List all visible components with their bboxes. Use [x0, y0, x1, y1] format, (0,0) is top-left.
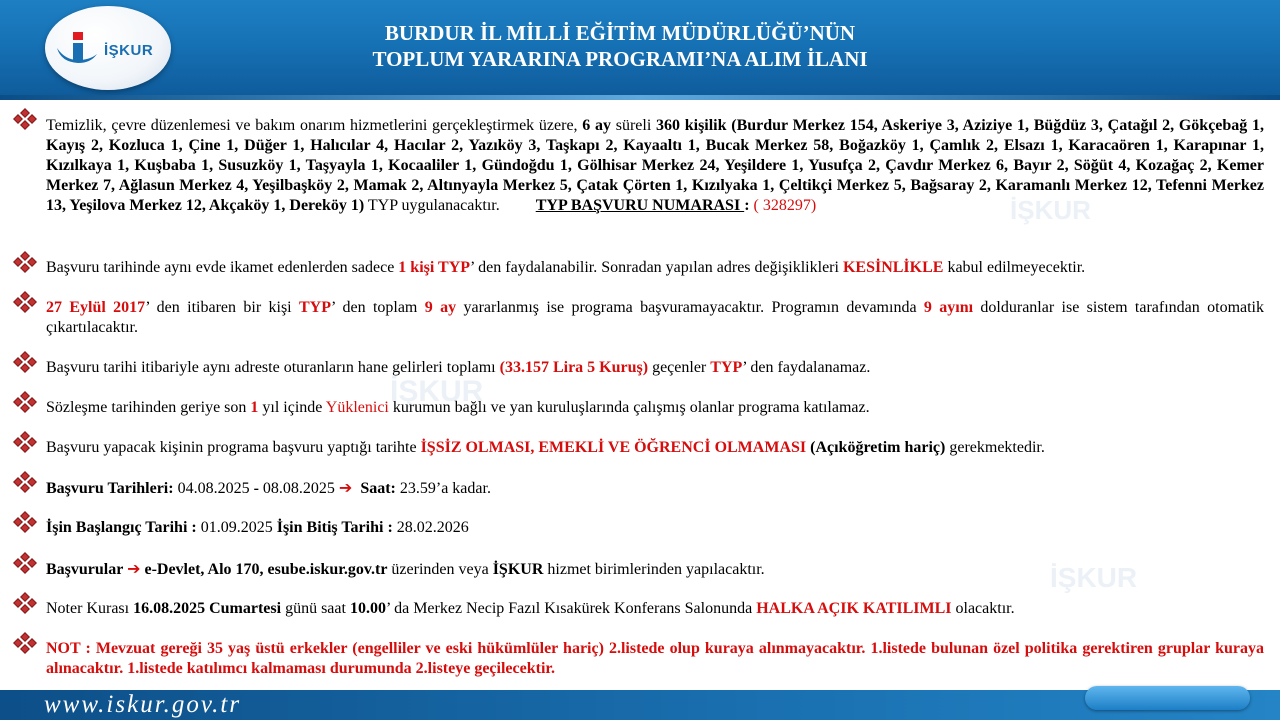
- text-span: Sözleşme tarihinden geriye son: [46, 399, 251, 416]
- list-item: [12, 469, 1264, 499]
- iskur-logo: [45, 6, 171, 90]
- text-span: hizmet birimlerinden yapılacaktır.: [543, 561, 765, 578]
- item-text: [46, 349, 1264, 378]
- item-text: [46, 289, 1264, 338]
- text-span: üzerinden veya: [387, 561, 493, 578]
- text-span: ’ den faydalanabilir. Sonradan yapılan adres değişiklikleri: [470, 259, 843, 276]
- title-line-2: TOPLUM YARARINA PROGRAMI’NA ALIM İLANI: [372, 47, 868, 71]
- text-span: Başvuru Tarihleri:: [46, 480, 174, 497]
- header-divider: [0, 95, 1280, 100]
- text-span: İŞSİZ OLMASI, EMEKLİ VE ÖĞRENCİ OLMAMASI: [420, 439, 807, 456]
- text-span: -: [253, 480, 259, 497]
- item-text: [46, 249, 1264, 278]
- text-span: dolduranlar ise sistem tarafından otomatik çıkartılacaktır.: [46, 299, 1265, 336]
- text-span: yararlanmış ise programa başvuramayacaktır. Programın devamında: [456, 299, 924, 316]
- diamond-bullet-icon: [12, 431, 38, 453]
- item-text: [46, 429, 1264, 458]
- diamond-bullet-icon: [12, 632, 38, 654]
- text-span: ( 328297): [753, 197, 817, 214]
- text-span: HALKA AÇIK KATILIMLI: [756, 600, 952, 617]
- text-span: 28.02.2026: [396, 519, 469, 536]
- watermark-logo: İŞKUR: [390, 375, 484, 408]
- list-item: [12, 630, 1264, 679]
- list-item: [12, 509, 1264, 538]
- list-item: [12, 590, 1264, 619]
- text-span: gerekmektedir.: [945, 439, 1045, 456]
- diamond-bullet-icon: [12, 391, 38, 413]
- text-span: ’ den toplam: [330, 299, 425, 316]
- item-text: [46, 509, 1264, 538]
- text-span: 08.08.2025: [258, 480, 339, 497]
- diamond-bullet-icon: [12, 592, 38, 614]
- text-span: Başvuru yapacak kişinin programa başvuru yaptığı tarihte: [46, 439, 421, 456]
- text-span: 16.08.2025 Cumartesi: [133, 600, 282, 617]
- text-span: e-Devlet, Alo 170, esube.iskur.gov.tr: [140, 561, 388, 578]
- text-span: 360 kişilik (Burdur Merkez 154, Askeriye 3, Aziziye 1, Büğdüz 3, Çatağıl 2, Gökçebağ 1, Kayış 2, Kozluca 1, Çine 1, Düğer 1, Halıcılar 4, Hacılar 2, Yazıköy 3, Taşkapı 2, Kayaaltı 1, Bucak Merkez 58, Boğazköy 1, Çamlık 2, Elsazı 1, Karacaören 1, Karapınar 1, Kızılkaya 1, Kuşbaba 1, Susuzköy 1, Taşyayla 1, Kocaaliler 1, Gündoğdu 1, Gölhisar Merkez 24, Yeşildere 1, Yusufça 2, Çavdır Merkez 6, Bayır 2, Söğüt 4, Kozağaç 2, Kemer Merkez 7, Ağlasun Merkez 4, Yeşilbaşköy 2, Mamak 2, Altınyayla Merkez 5, Çatak Çörten 1, Kızılyaka 1, Çeltikçi Merkez 5, Bağsaray 2, Karamanlı Merkez 12, Tefenni Merkez 13, Yeşilova Merkez 12, Akçaköy 1, Dereköy 1): [46, 117, 1265, 214]
- text-span: Temizlik, çevre düzenlemesi ve bakım onarım hizmetlerini gerçekleştirmek üzere,: [46, 117, 583, 134]
- arrow-right-icon: ➔: [127, 559, 141, 578]
- text-span: ’ den itibaren bir kişi: [145, 299, 299, 316]
- footer-decoration: [1085, 686, 1250, 710]
- diamond-bullet-icon: [12, 351, 38, 373]
- page-title: [240, 20, 1000, 72]
- item-text: [46, 389, 1264, 418]
- text-span: Yüklenici: [325, 399, 389, 416]
- text-span: geçenler: [648, 359, 711, 376]
- item-text: [46, 550, 1264, 580]
- iskur-logo-icon: [57, 32, 99, 66]
- item-text: [46, 106, 1264, 216]
- text-span: İşin Bitiş Tarihi: [276, 519, 384, 536]
- text-span: 9 ayını: [923, 299, 974, 316]
- text-span: TYP uygulanacaktır.: [364, 197, 500, 214]
- logo-text: İŞKUR: [104, 42, 154, 59]
- text-span: yıl içinde: [258, 399, 326, 416]
- text-span: Başvuru tarihi itibariyle aynı adreste oturanların hane gelirleri toplamı: [46, 359, 500, 376]
- text-span: ’ den faydalanamaz.: [742, 359, 871, 376]
- list-item: [12, 389, 1264, 418]
- list-item: [12, 550, 1264, 580]
- list-item: [12, 249, 1264, 278]
- diamond-bullet-icon: [12, 291, 38, 313]
- text-span: İŞKUR: [492, 561, 544, 578]
- text-span: Saat:: [360, 480, 396, 497]
- text-span: TYP: [710, 359, 743, 376]
- diamond-bullet-icon: [12, 511, 38, 533]
- text-span: 04.08.2025: [173, 480, 254, 497]
- text-span: olacaktır.: [951, 600, 1015, 617]
- text-span: 1: [250, 399, 259, 416]
- diamond-bullet-icon: [12, 251, 38, 273]
- text-span: Başvuru tarihinde aynı evde ikamet edenlerden sadece: [46, 259, 399, 276]
- footer-url: www.iskur.gov.tr: [44, 691, 242, 718]
- text-span: :: [744, 197, 754, 214]
- text-span: kurumun bağlı ve yan kuruluşlarında çalışmış olanlar programa katılamaz.: [388, 399, 870, 416]
- text-span: günü saat: [281, 600, 350, 617]
- text-span: kabul edilmeyecektir.: [943, 259, 1086, 276]
- text-span: 10.00: [349, 600, 386, 617]
- text-span: Noter Kurası: [46, 600, 134, 617]
- text-span: 6 ay: [582, 117, 611, 134]
- list-item: [12, 289, 1264, 338]
- arrow-right-icon: ➔: [338, 478, 353, 497]
- text-span: Başvurular: [46, 561, 128, 578]
- note-text: NOT : Mevzuat gereği 35 yaş üstü erkekler (engelliler ve eski hükümlüler hariç) 2.listede olup kuraya alınmayacaktır. 1.listede bulunan özel politika gerektiren gruplar kuraya alınacaktır. 1.listede katılımcı kalmaması durumunda 2.listeye geçilecektir.: [46, 640, 1264, 677]
- text-span: 23.59’a kadar.: [395, 480, 491, 497]
- diamond-bullet-icon: [12, 552, 38, 574]
- list-item: [12, 106, 1264, 216]
- text-span: 27 Eylül 2017: [46, 299, 146, 316]
- text-span: İşin Başlangıç Tarihi: [46, 519, 188, 536]
- list-item: [12, 429, 1264, 458]
- diamond-bullet-icon: [12, 108, 38, 130]
- text-span: 9 ay: [424, 299, 457, 316]
- watermark-logo: İŞKUR: [1050, 562, 1138, 593]
- text-span: 1 kişi TYP: [398, 259, 471, 276]
- text-span: :: [383, 519, 397, 536]
- text-span: TYP: [298, 299, 331, 316]
- watermark-logo: İŞKUR: [1010, 195, 1091, 225]
- text-span: KESİNLİKLE: [842, 259, 944, 276]
- text-span: TYP BAŞVURU NUMARASI: [535, 197, 745, 214]
- diamond-bullet-icon: [12, 471, 38, 493]
- text-span: (33.157 Lira 5 Kuruş): [499, 359, 649, 376]
- text-span: 01.09.2025: [200, 519, 277, 536]
- list-item: [12, 349, 1264, 378]
- item-text: [46, 590, 1264, 619]
- text-span: süreli: [611, 117, 656, 134]
- item-text: [46, 469, 1264, 499]
- text-span: :: [187, 519, 201, 536]
- text-span: (Açıköğretim hariç): [810, 439, 946, 456]
- title-line-1: BURDUR İL MİLLİ EĞİTİM MÜDÜRLÜĞÜ’NÜN: [384, 21, 856, 45]
- text-span: ’ da Merkez Necip Fazıl Kısakürek Konferans Salonunda: [385, 600, 757, 617]
